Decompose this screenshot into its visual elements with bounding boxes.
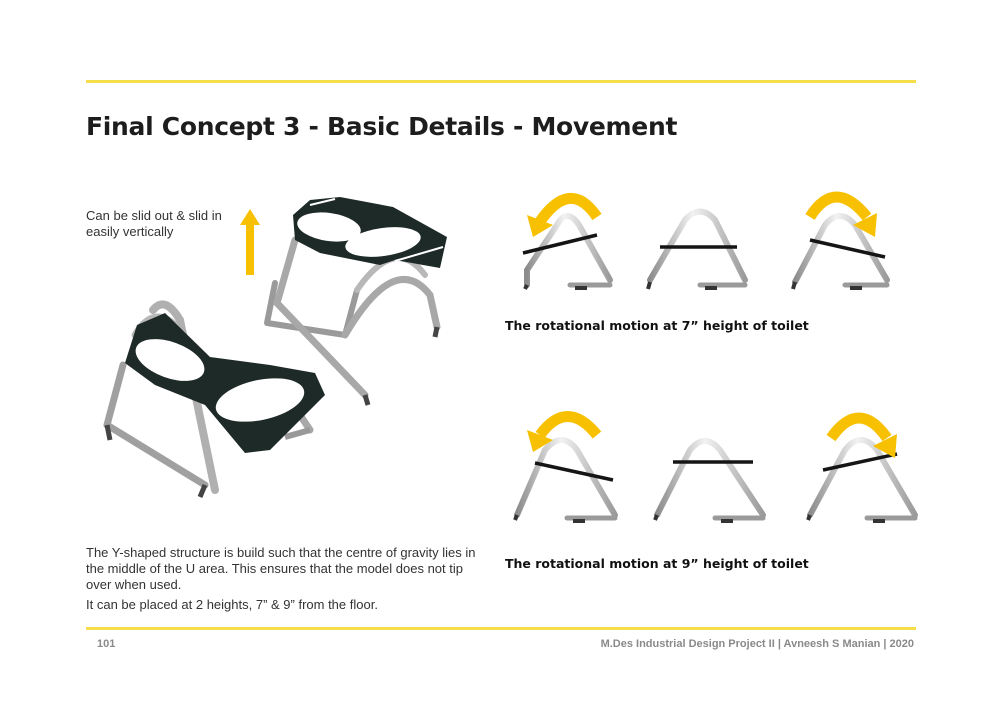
heights-note: It can be placed at 2 heights, 7” & 9” from the floor.: [86, 597, 378, 612]
structure-description: The Y-shaped structure is build such that the centre of gravity lies in the middle of the U area. This ensures that the model does not tip over when used.: [86, 545, 476, 592]
frame-7-ccw: [523, 198, 610, 289]
frame-9-level: [655, 441, 763, 521]
frame-7-cw: [793, 197, 887, 289]
rotation-frames-7: [505, 185, 905, 295]
top-rule: [86, 80, 916, 83]
page-number: 101: [97, 638, 116, 650]
rotation-frames-9: [505, 400, 925, 525]
slide-note: Can be slid out & slid in easily vertically: [86, 208, 222, 239]
bottom-rule: [86, 627, 916, 630]
frame-9-cw: [808, 418, 915, 521]
frame-9-ccw: [515, 417, 615, 522]
footer-credit: M.Des Industrial Design Project II | Avneesh S Manian | 2020: [600, 638, 914, 650]
page-title: Final Concept 3 - Basic Details - Movement: [86, 112, 678, 141]
lower-stool: [107, 304, 325, 497]
stool-illustration: [95, 185, 465, 510]
caption-7-inch: The rotational motion at 7” height of toilet: [505, 318, 809, 333]
frame-7-level: [648, 212, 745, 290]
caption-9-inch: The rotational motion at 9” height of toilet: [505, 556, 809, 571]
